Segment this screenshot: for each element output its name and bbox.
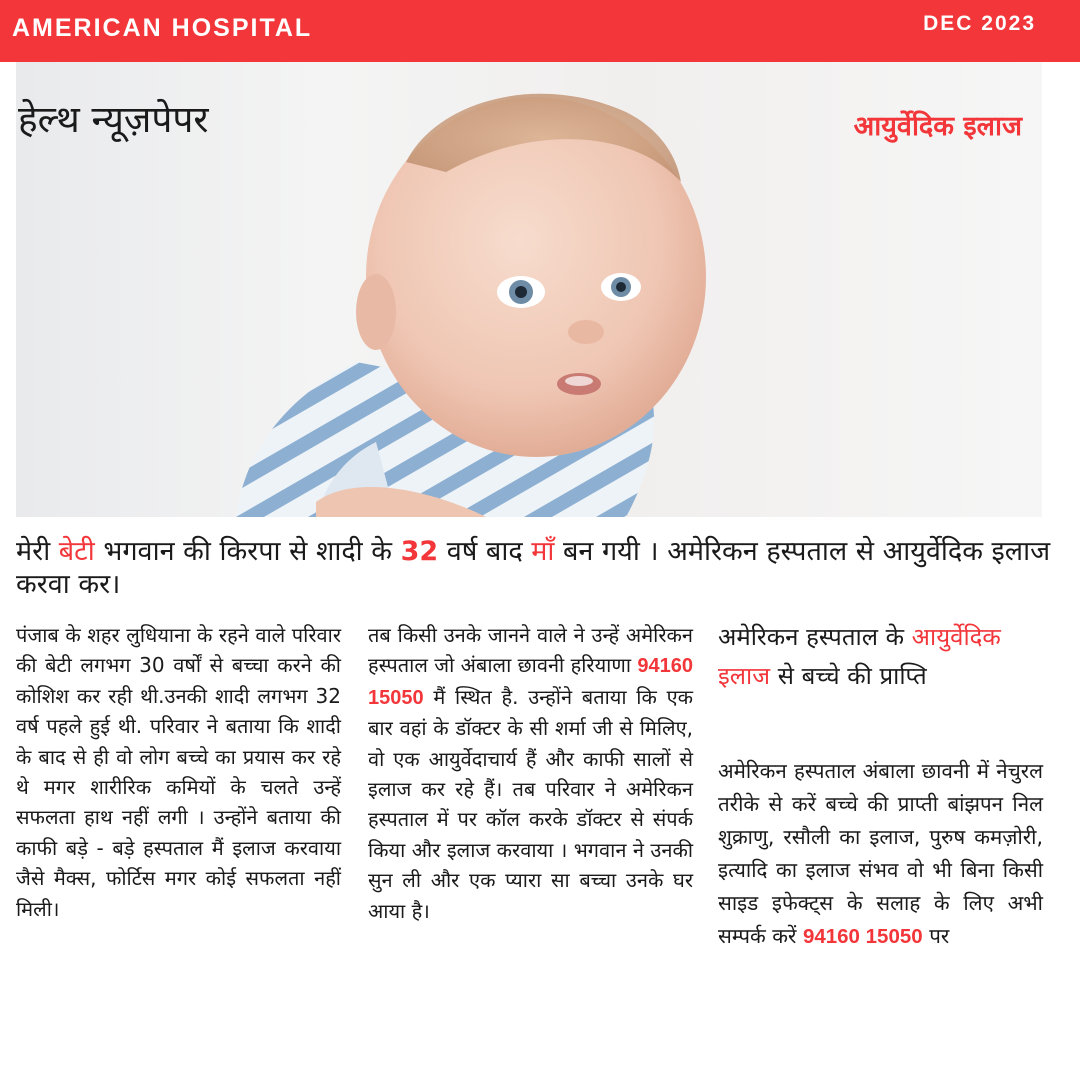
column3-text: अमेरिकन हस्पताल अंबाला छावनी में नेचुरल तरीके से करें बच्चे की प्राप्ती बांझपन निल शुक्राणु, रसौली का इलाज, पुरुष कमज़ोरी, इत्यादि का इलाज संभव वो भी बिना किसी साइड इफेक्ट्स के सलाह के लिए अभी सम्पर्क करें: [718, 759, 1043, 948]
headline: [16, 535, 1056, 601]
subheading-text: से बच्चे की प्राप्ति: [770, 662, 927, 690]
tagline-ayurvedic: आयुर्वेदिक इलाज: [853, 111, 1022, 142]
headline-text: बन गयी । अमेरिकन हस्पताल से आयुर्वेदिक इलाज करवा कर।: [16, 536, 1051, 600]
article-column-1: पंजाब के शहर लुधियाना के रहने वाले परिवार की बेटी लगभग 30 वर्षों से बच्चा करने की कोशिश कर रही थी.उनकी शादी लगभग 32 वर्ष पहले हुई थी. परिवार ने बताया कि शादी के बाद से ही वो लोग बच्चे का प्रयास कर रहे थे मगर शारीरिक कमियों के चलते उन्हें सफलता हाथ नहीं लगी । उन्होंने बताया की काफी बड़े - बड़े हस्पताल मैं इलाज करवाया जैसे मैक्स, फोर्टिस मगर कोई सफलता नहीं मिली।: [16, 623, 341, 921]
brand-title: AMERICAN HOSPITAL: [12, 14, 313, 42]
headline-text: भगवान की किरपा से शादी के: [94, 536, 401, 567]
column2-text: मैं स्थित है. उन्होंने बताया कि एक बार वहां के डॉक्टर के सी शर्मा जी से मिलिए, वो एक आयुर्वेदाचार्य हैं और काफी सालों से इलाज कर रहे हैं। तब परिवार ने अमेरिकन हस्पताल में पर कॉल करके डॉक्टर से संपर्क किया और इलाज करवाया । भगवान ने उनकी सुन ली और एक प्यारा सा बच्चा उनके घर आया है।: [368, 684, 693, 923]
subheading-text: अमेरिकन हस्पताल के: [718, 623, 912, 651]
header-bar: [0, 0, 1080, 62]
article-column-3: [718, 755, 1043, 953]
headline-highlight-daughter: बेटी: [58, 536, 95, 567]
headline-highlight-mother: माँ: [531, 536, 555, 567]
article-column-2: [368, 620, 693, 926]
headline-text: मेरी: [16, 536, 59, 567]
column2-text: तब किसी उनके जानने वाले ने उन्हें अमेरिकन हस्पताल जो अंबाला छावनी हरियाणा: [368, 623, 693, 678]
headline-years: 32: [400, 536, 439, 567]
hero-photo: [16, 62, 1042, 517]
phone-number: 94160 15050: [802, 925, 923, 948]
issue-date: DEC 2023: [923, 12, 1036, 35]
column3-subheading: [718, 618, 1038, 696]
headline-text: वर्ष बाद: [438, 536, 532, 567]
column3-suffix: पर: [922, 924, 950, 948]
subheading-highlight: आयुर्वेदिक इलाज: [718, 623, 1001, 690]
phone-number: 94160 15050: [368, 655, 693, 709]
masthead-title: हेल्थ न्यूज़पेपर: [18, 98, 209, 141]
